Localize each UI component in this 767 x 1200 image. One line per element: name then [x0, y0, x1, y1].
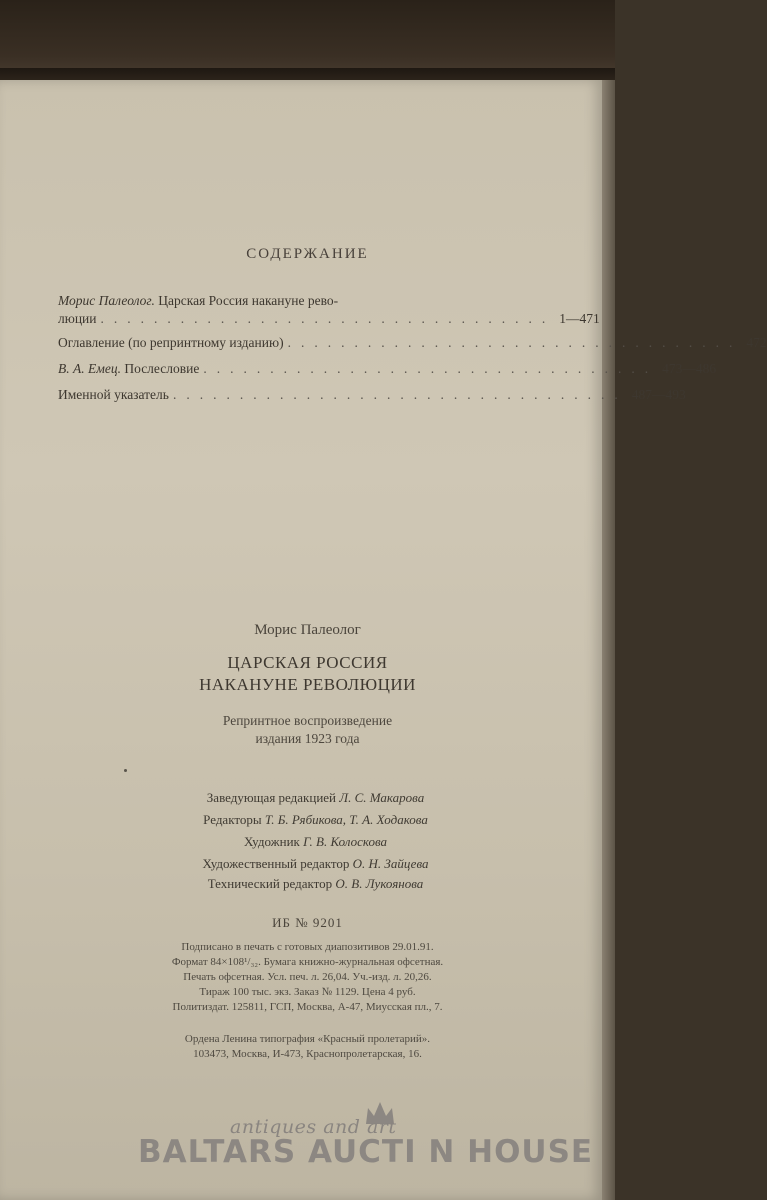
staff-name: Г. В. Колоскова [303, 834, 388, 849]
staff-role: Художественный редактор [202, 856, 350, 871]
imprint-block-2 [0, 1032, 615, 1062]
staff-name: О. Н. Зайцева [352, 856, 429, 871]
watermark-logo: BALTARS AUCTI N HOUSE [138, 1134, 594, 1170]
subtitle-line1: Репринтное воспроизведение [222, 713, 393, 728]
ib-number: ИБ № 9201 [272, 915, 343, 930]
imprint-line: Подписано в печать с готовых диапозитивов 29.01.91. [181, 941, 434, 953]
print-mark [124, 769, 127, 772]
staff-name: Л. С. Макарова [339, 790, 425, 805]
book-title-line2: НАКАНУНЕ РЕВОЛЮЦИИ [199, 675, 416, 694]
toc-dots: .................................. [100, 311, 556, 326]
contents-heading: СОДЕРЖАНИЕ [246, 246, 369, 262]
imprint-line: Формат 84×108¹/₃₂. Бумага книжно-журнальная офсетная. [171, 956, 444, 968]
staff-line-1 [8, 790, 623, 806]
toc-entry-author: Морис Палеолог. [58, 293, 155, 308]
book-title-line1: ЦАРСКАЯ РОССИЯ [227, 653, 388, 672]
staff-name: Т. Б. Рябикова, Т. А. Ходакова [264, 812, 428, 827]
book-author: Морис Палеолог [254, 622, 361, 638]
staff-line-2 [8, 812, 623, 828]
subtitle-line2: издания 1923 года [255, 731, 360, 746]
toc-dots: .................................. [172, 387, 628, 402]
watermark-tagline: antiques and art [230, 1116, 397, 1138]
toc-entry-label: Оглавление (по репринтному изданию) [58, 335, 284, 350]
staff-role: Заведующая редакцией [206, 790, 337, 805]
toc-entry-pages: 1—471 [559, 311, 600, 326]
imprint-line: 103473, Москва, И-473, Краснопролетарская, 16. [193, 1048, 422, 1060]
toc-dots: .................................. [287, 335, 743, 350]
staff-role: Художник [243, 834, 300, 849]
toc-entry-label: Послесловие [120, 361, 200, 376]
toc-entry-label: Царская Россия накануне рево- [154, 293, 339, 308]
table-of-contents [58, 292, 767, 412]
staff-line-3 [8, 834, 623, 850]
staff-line-4 [8, 856, 623, 872]
imprint-line: Печать офсетная. Усл. печ. л. 26,04. Уч.-изд. л. 20,26. [183, 971, 432, 983]
imprint-line: Политиздат. 125811, ГСП, Москва, А-47, Миусская пл., 7. [172, 1001, 443, 1013]
toc-entry-label: Именной указатель [58, 387, 169, 402]
toc-entry-3 [58, 360, 717, 378]
toc-entry-pages: 473—486 [662, 361, 717, 376]
toc-dots: .................................. [203, 361, 659, 376]
toc-entry-label-cont: люции [58, 311, 97, 326]
toc-entry-author: В. А. Емец. [58, 361, 121, 376]
staff-role: Технический редактор [207, 876, 333, 891]
toc-entry-pages: 472 [746, 335, 767, 350]
imprint-line: Тираж 100 тыс. экз. Заказ № 1129. Цена 4 руб. [199, 986, 416, 998]
book-title [0, 652, 615, 696]
toc-entry-pages: 487—493 [631, 387, 686, 402]
toc-entry-1 [58, 292, 600, 328]
imprint-block-1 [0, 940, 615, 1015]
toc-entry-4 [58, 386, 686, 404]
staff-name: О. В. Лукоянова [335, 876, 424, 891]
book-subtitle [0, 712, 615, 748]
staff-role: Редакторы [203, 812, 262, 827]
imprint-line: Ордена Ленина типография «Красный пролетарий». [184, 1033, 431, 1045]
staff-line-5 [8, 876, 623, 892]
toc-entry-2 [58, 334, 767, 352]
